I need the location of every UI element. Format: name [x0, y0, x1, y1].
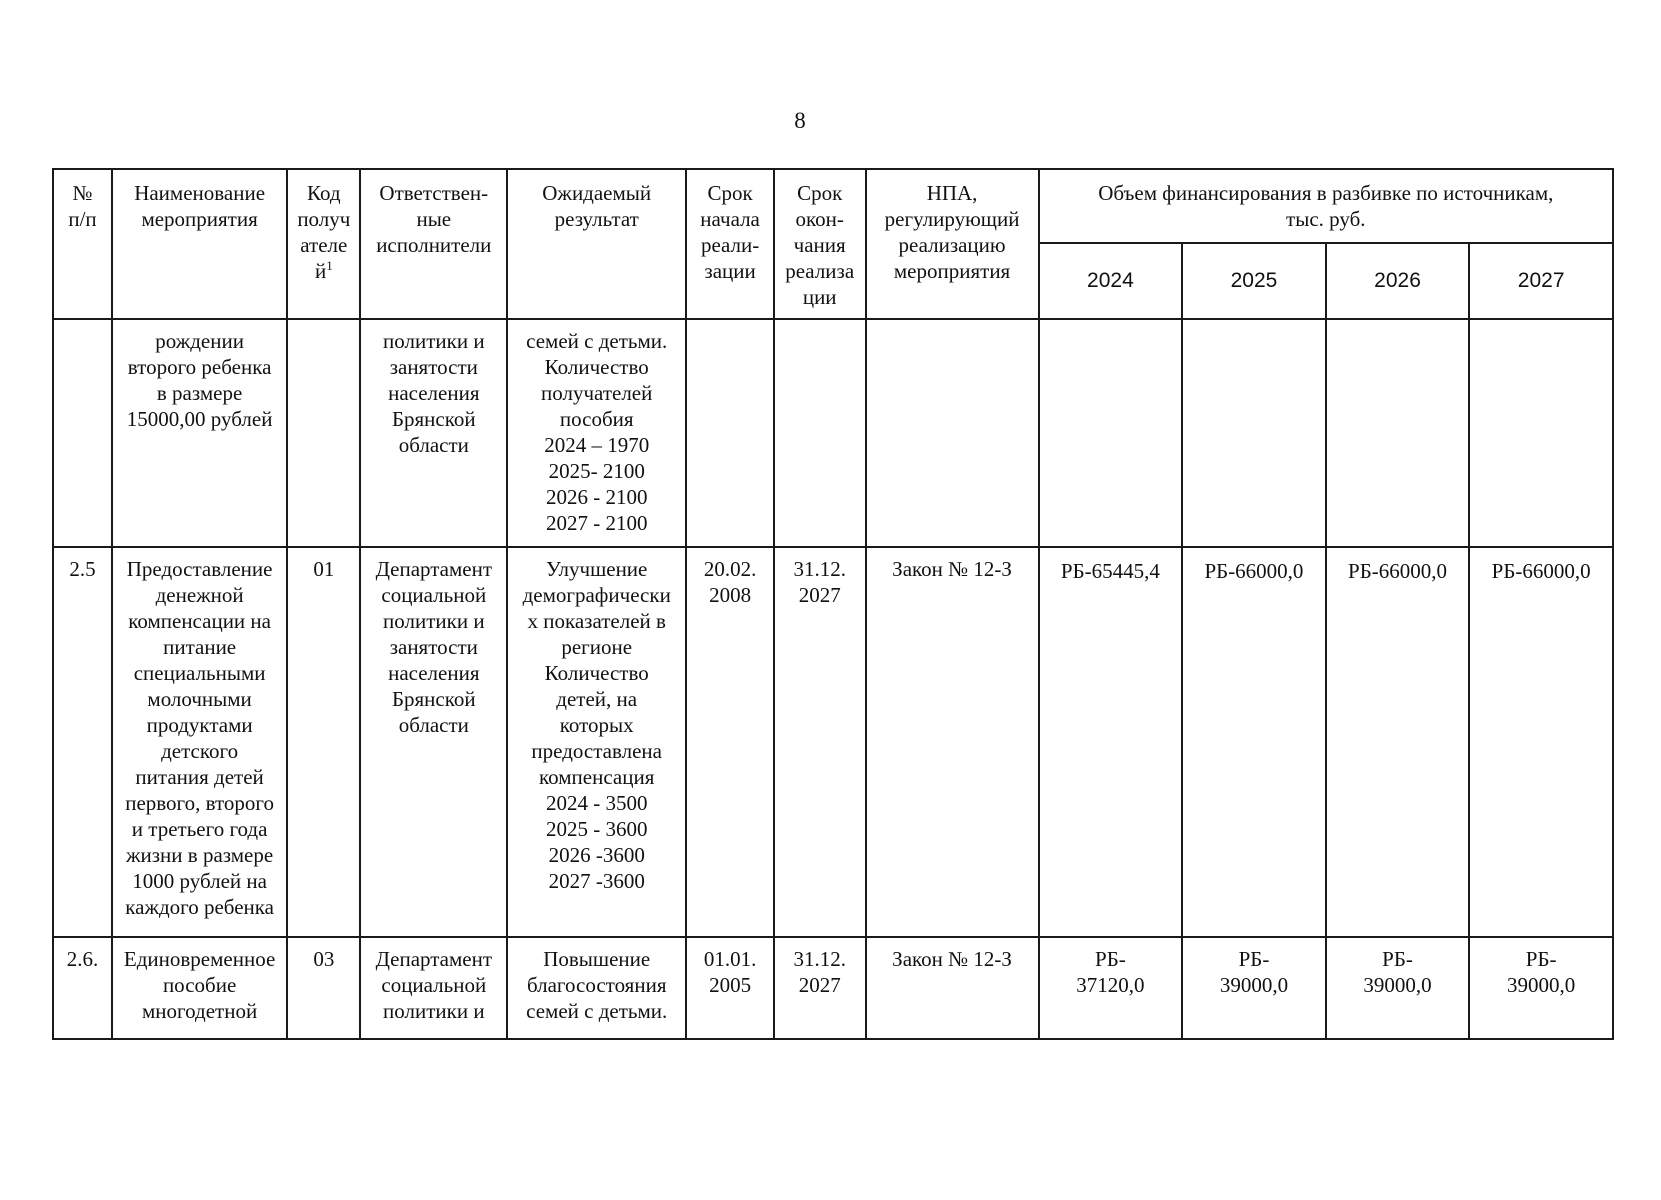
cell-num: 2.5 [53, 547, 112, 937]
cell-end: 31.12. 2027 [774, 937, 866, 1039]
page-number: 8 [794, 108, 806, 133]
header-name: Наименование мероприятия [112, 169, 287, 319]
cell-fin-2024: РБ- 37120,0 [1039, 937, 1183, 1039]
cell-npa [866, 319, 1039, 547]
table-row [53, 319, 1613, 547]
header-result: Ожидаемый результат [507, 169, 686, 319]
cell-responsible: Департамент социальной политики и [360, 937, 507, 1039]
cell-fin-2024: РБ-65445,4 [1039, 547, 1183, 937]
cell-num [53, 319, 112, 547]
cell-npa: Закон № 12-З [866, 547, 1039, 937]
header-year-2025: 2025 [1182, 243, 1326, 319]
cell-fin-2026: РБ- 39000,0 [1326, 937, 1470, 1039]
cell-code [287, 319, 360, 547]
cell-fin-2025 [1182, 319, 1326, 547]
header-responsible: Ответствен- ные исполнители [360, 169, 507, 319]
header-year-2024: 2024 [1039, 243, 1183, 319]
cell-result: Повышение благосостояния семей с детьми. [507, 937, 686, 1039]
header-start: Срок начала реали- зации [686, 169, 774, 319]
cell-name: Предоставление денежной компенсации на питание специальными молочными продуктами детского питания детей первого, второго и третьего года жизни в размере 1000 рублей на каждого ребенка [112, 547, 287, 937]
cell-fin-2026 [1326, 319, 1470, 547]
table-row [53, 547, 1613, 937]
cell-result: семей с детьми. Количество получателей пособия 2024 – 1970 2025- 2100 2026 - 2100 2027 - 2100 [507, 319, 686, 547]
cell-fin-2025: РБ-66000,0 [1182, 547, 1326, 937]
header-row-top [53, 169, 1613, 243]
header-financing: Объем финансирования в разбивке по источникам, тыс. руб. [1039, 169, 1613, 243]
cell-code: 01 [287, 547, 360, 937]
cell-num: 2.6. [53, 937, 112, 1039]
header-code-text: Код получ ателе й [297, 181, 351, 283]
header-year-2027: 2027 [1469, 243, 1613, 319]
cell-code: 03 [287, 937, 360, 1039]
cell-fin-2027 [1469, 319, 1613, 547]
cell-fin-2024 [1039, 319, 1183, 547]
cell-npa: Закон № 12-З [866, 937, 1039, 1039]
cell-fin-2027: РБ-66000,0 [1469, 547, 1613, 937]
cell-result: Улучшение демографически х показателей в регионе Количество детей, на которых предоставлена компенсация 2024 - 3500 2025 - 3600 2026 -3600 2027 -3600 [507, 547, 686, 937]
cell-start [686, 319, 774, 547]
header-end: Срок окон- чания реализа ции [774, 169, 866, 319]
cell-name: Единовременное пособие многодетной [112, 937, 287, 1039]
measures-table [52, 168, 1614, 1040]
header-num: № п/п [53, 169, 112, 319]
header-npa: НПА, регулирующий реализацию мероприятия [866, 169, 1039, 319]
header-code [287, 169, 360, 319]
cell-responsible: Департамент социальной политики и занятости населения Брянской области [360, 547, 507, 937]
cell-responsible: политики и занятости населения Брянской области [360, 319, 507, 547]
header-code-footnote: 1 [326, 258, 333, 273]
cell-start: 20.02. 2008 [686, 547, 774, 937]
header-year-2026: 2026 [1326, 243, 1470, 319]
cell-fin-2025: РБ- 39000,0 [1182, 937, 1326, 1039]
cell-end: 31.12. 2027 [774, 547, 866, 937]
table-row [53, 937, 1613, 1039]
cell-end [774, 319, 866, 547]
cell-fin-2026: РБ-66000,0 [1326, 547, 1470, 937]
cell-fin-2027: РБ- 39000,0 [1469, 937, 1613, 1039]
cell-name: рождении второго ребенка в размере 15000,00 рублей [112, 319, 287, 547]
cell-start: 01.01. 2005 [686, 937, 774, 1039]
